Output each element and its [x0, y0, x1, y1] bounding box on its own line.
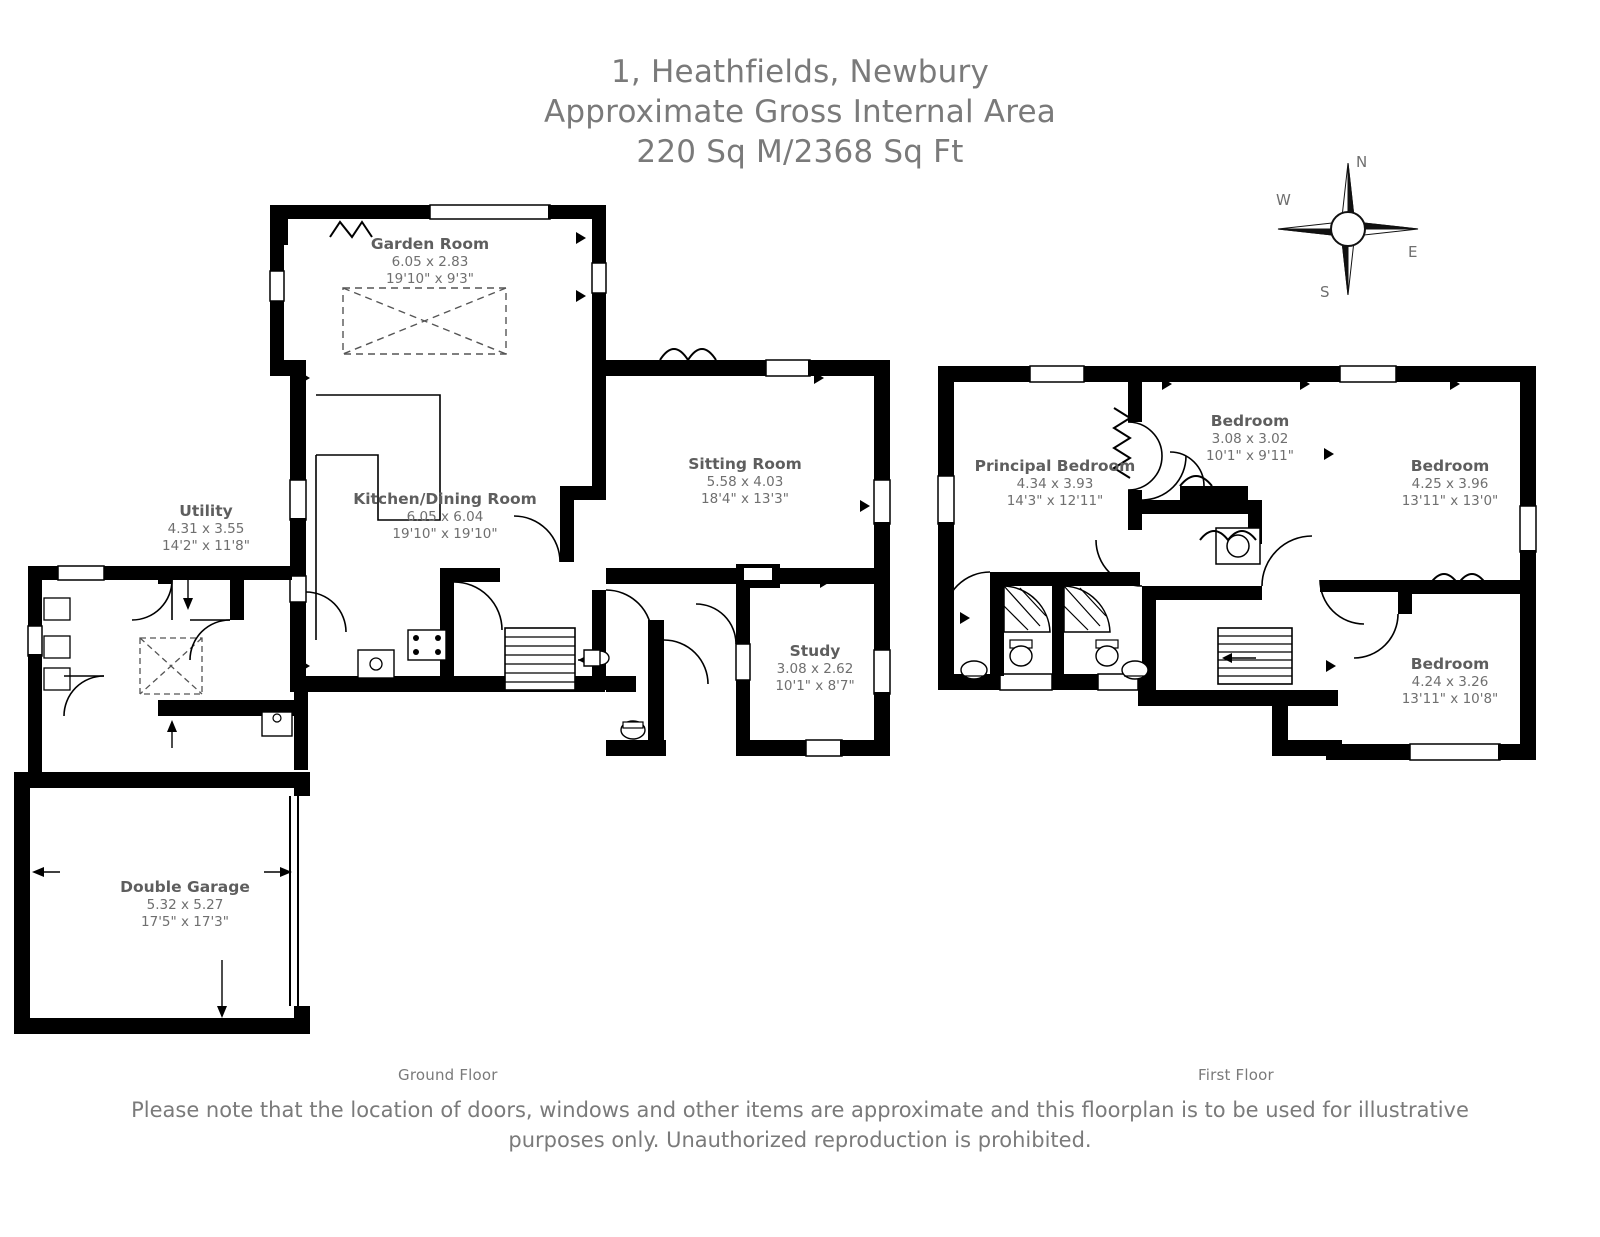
first-floor-caption: First Floor — [1198, 1066, 1274, 1084]
room-name: Sitting Room — [688, 455, 802, 473]
room-metric: 4.31 x 3.55 — [167, 521, 245, 537]
title-line-2: Approximate Gross Internal Area — [544, 94, 1056, 130]
room-metric: 5.32 x 5.27 — [146, 897, 224, 913]
room-name: Study — [789, 642, 841, 660]
room-metric: 5.58 x 4.03 — [706, 474, 784, 490]
room-label-bedroom-4 — [1370, 655, 1530, 708]
room-imperial: 18'4" x 13'3" — [701, 491, 789, 507]
room-metric: 6.05 x 6.04 — [406, 509, 484, 525]
room-name: Kitchen/Dining Room — [353, 490, 537, 508]
disclaimer-line-2: purposes only. Unauthorized reproduction is prohibited. — [508, 1128, 1092, 1152]
title-line-1: 1, Heathfields, Newbury — [611, 54, 989, 90]
room-imperial: 10'1" x 9'11" — [1206, 448, 1294, 464]
compass-west-label: W — [1276, 191, 1291, 209]
room-label-principal-bedroom — [950, 457, 1160, 510]
room-imperial: 14'2" x 11'8" — [162, 538, 250, 554]
room-name: Bedroom — [1410, 457, 1490, 475]
room-imperial: 10'1" x 8'7" — [775, 678, 855, 694]
compass-north-label: N — [1356, 153, 1368, 171]
title-line-3: 220 Sq M/2368 Sq Ft — [636, 134, 964, 170]
room-metric: 4.24 x 3.26 — [1411, 674, 1489, 690]
disclaimer-line-1: Please note that the location of doors, windows and other items are approximate and this floorplan is to be used for illustrative — [131, 1098, 1469, 1122]
room-label-bedroom-2 — [1170, 412, 1330, 465]
room-metric: 4.25 x 3.96 — [1411, 476, 1489, 492]
room-name: Principal Bedroom — [974, 457, 1136, 475]
room-imperial: 19'10" x 19'10" — [392, 526, 498, 542]
room-imperial: 13'11" x 10'8" — [1401, 691, 1499, 707]
room-imperial: 17'5" x 17'3" — [141, 914, 229, 930]
compass-east-label: E — [1408, 243, 1418, 261]
ground-floor-caption: Ground Floor — [398, 1066, 498, 1084]
room-name: Bedroom — [1210, 412, 1290, 430]
room-name: Bedroom — [1410, 655, 1490, 673]
room-metric: 6.05 x 2.83 — [391, 254, 469, 270]
room-metric: 4.34 x 3.93 — [1016, 476, 1094, 492]
compass-south-label: S — [1320, 283, 1330, 301]
room-label-bedroom-3 — [1370, 457, 1530, 510]
room-metric: 3.08 x 3.02 — [1211, 431, 1289, 447]
room-name: Double Garage — [120, 878, 250, 896]
room-imperial: 14'3" x 12'11" — [1006, 493, 1104, 509]
room-imperial: 13'11" x 13'0" — [1401, 493, 1499, 509]
room-name: Garden Room — [370, 235, 490, 253]
room-name: Utility — [179, 502, 233, 520]
room-imperial: 19'10" x 9'3" — [386, 271, 474, 287]
disclaimer — [0, 1095, 1600, 1155]
room-metric: 3.08 x 2.62 — [776, 661, 854, 677]
